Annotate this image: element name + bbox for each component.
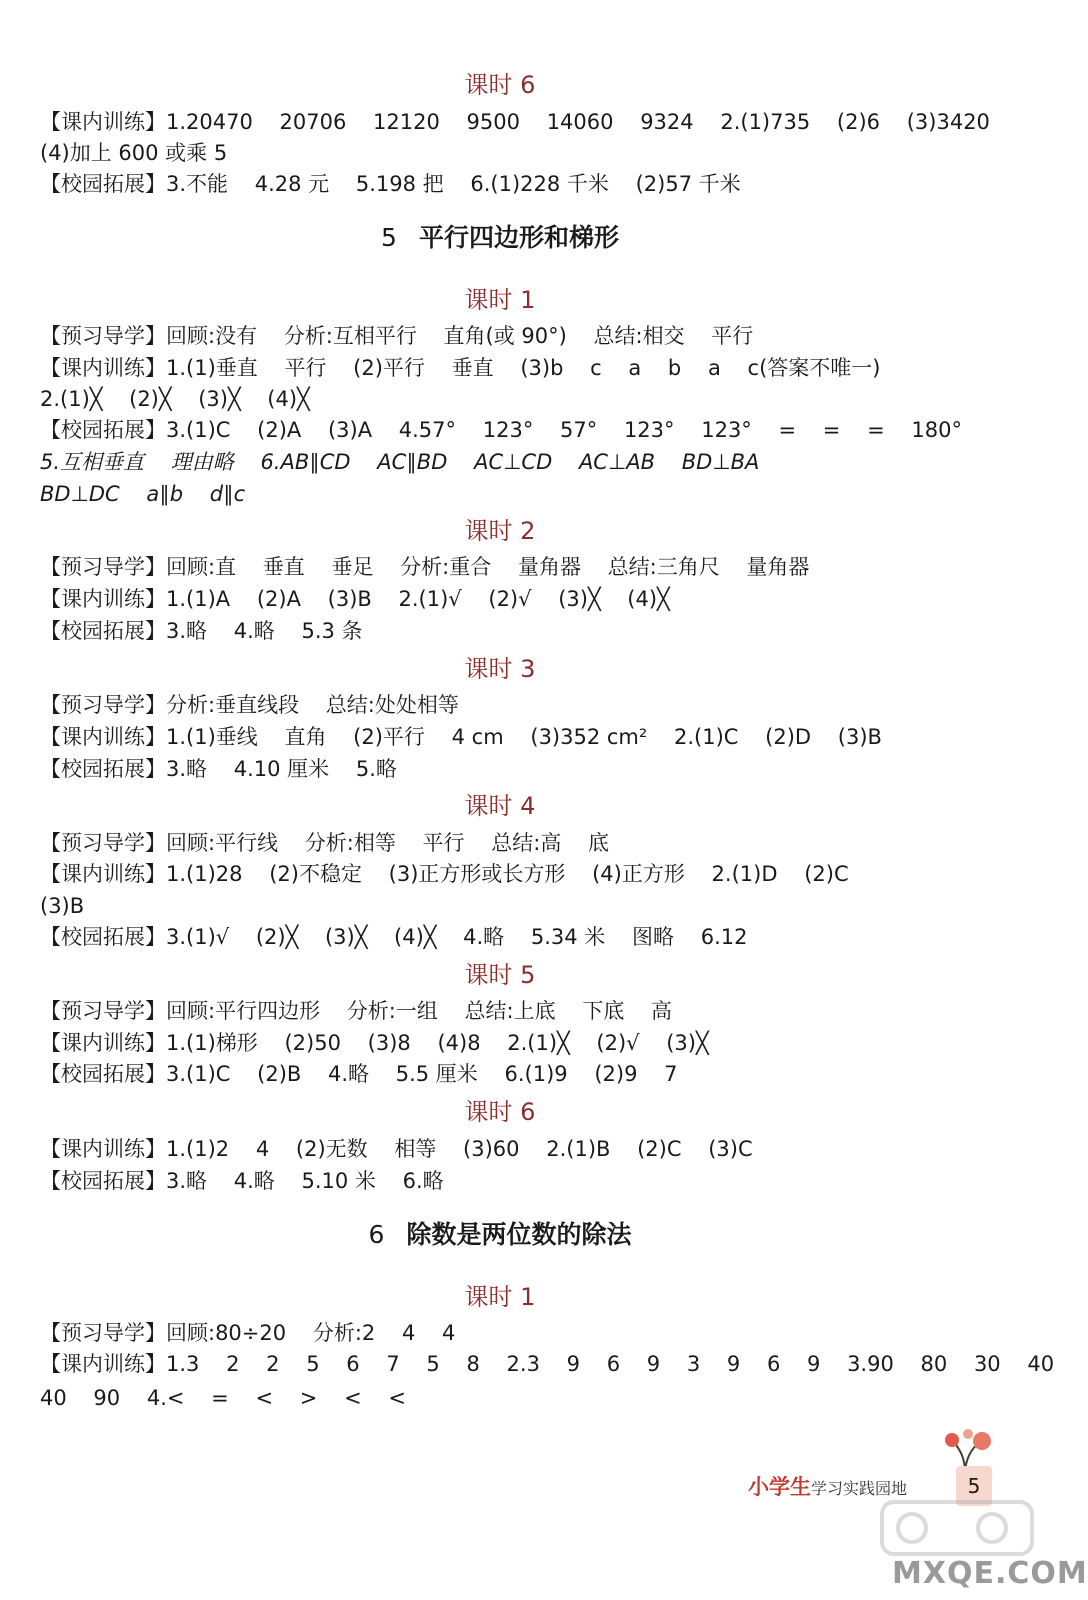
answer-line: 【校园拓展】3.不能 4.28 元 5.198 把 6.(1)228 千米 (2)57 千米 [40,172,741,196]
answer-line: 5.互相垂直 理由略 6.AB∥CD AC∥BD AC⊥CD AC⊥AB BD⊥BA [40,450,760,474]
answer-line: 【课内训练】1.(1)垂线 直角 (2)平行 4 cm (3)352 cm² 2.(1)C (2)D (3)B [40,725,882,749]
lesson-heading: 课时 2 [464,517,536,545]
answer-line: 【预习导学】回顾:平行线 分析:相等 平行 总结:高 底 [40,831,610,855]
answer-line: 【校园拓展】3.略 4.略 5.10 米 6.略 [40,1169,444,1193]
answer-line: (4)加上 600 或乘 5 [40,141,228,165]
answer-line: 【课内训练】1.(1)梯形 (2)50 (3)8 (4)8 2.(1)╳ (2)√ (3)╳ [40,1031,709,1055]
answer-line: BD⊥DC a∥b d∥c [40,482,246,506]
answer-line: 【校园拓展】3.略 4.略 5.3 条 [40,619,363,643]
answer-line: 【课内训练】1.(1)28 (2)不稳定 (3)正方形或长方形 (4)正方形 2.(1)D (2)C [40,862,849,886]
answer-line: 【课内训练】1.(1)垂直 平行 (2)平行 垂直 (3)b c a b a c(答案不唯一) [40,356,881,380]
unit-number: 6 [368,1220,385,1249]
unit-title [0,1219,1000,1251]
watermark-text: MXQE.COM [892,1556,1088,1591]
lesson-heading: 课时 6 [464,71,536,99]
answer-line: 【预习导学】回顾:没有 分析:互相平行 直角(或 90°) 总结:相交 平行 [40,324,754,348]
answer-line: 【预习导学】回顾:80÷20 分析:2 4 4 [40,1321,456,1345]
answer-line: 【课内训练】1.3 2 2 5 6 7 5 8 2.3 9 6 9 3 9 6 9 3.90 80 30 40 [40,1352,1055,1376]
lesson-heading: 课时 6 [464,1098,536,1126]
unit-name: 除数是两位数的除法 [406,1220,632,1249]
brand-name: 小学生 [748,1475,811,1499]
lesson-heading: 课时 5 [464,961,536,989]
answer-line: 2.(1)╳ (2)╳ (3)╳ (4)╳ [40,387,310,411]
lesson-heading: 课时 3 [464,655,536,683]
answer-line: 【预习导学】回顾:直 垂直 垂足 分析:重合 量角器 总结:三角尺 量角器 [40,555,810,579]
answer-line: (3)B [40,894,85,918]
unit-number: 5 [381,223,397,252]
page-number: 5 [956,1466,992,1506]
lesson-heading: 课时 1 [464,1283,536,1311]
unit-name: 平行四边形和梯形 [418,223,619,252]
answer-line: 40 90 4.< = < > < < [40,1386,406,1410]
answer-line: 【课内训练】1.(1)A (2)A (3)B 2.(1)√ (2)√ (3)╳ (4)╳ [40,587,670,611]
answer-line: 【校园拓展】3.(1)C (2)B 4.略 5.5 厘米 6.(1)9 (2)9 7 [40,1062,678,1086]
lesson-heading: 课时 1 [464,286,536,314]
unit-title [0,222,1000,254]
answer-line: 【校园拓展】3.略 4.10 厘米 5.略 [40,757,397,781]
answer-line: 【课内训练】1.(1)2 4 (2)无数 相等 (3)60 2.(1)B (2)C (3)C [40,1137,753,1161]
brand-subtitle: 学习实践园地 [811,1479,908,1498]
answer-line: 【课内训练】1.20470 20706 12120 9500 14060 9324 2.(1)735 (2)6 (3)3420 [40,110,990,134]
answer-line: 【预习导学】分析:垂直线段 总结:处处相等 [40,693,459,717]
answer-line: 【校园拓展】3.(1)√ (2)╳ (3)╳ (4)╳ 4.略 5.34 米 图略 6.12 [40,925,748,949]
lesson-heading: 课时 4 [464,792,536,820]
answer-line: 【预习导学】回顾:平行四边形 分析:一组 总结:上底 下底 高 [40,999,673,1023]
answer-line: 【校园拓展】3.(1)C (2)A (3)A 4.57° 123° 57° 123° 123° = = = 180° [40,418,962,442]
